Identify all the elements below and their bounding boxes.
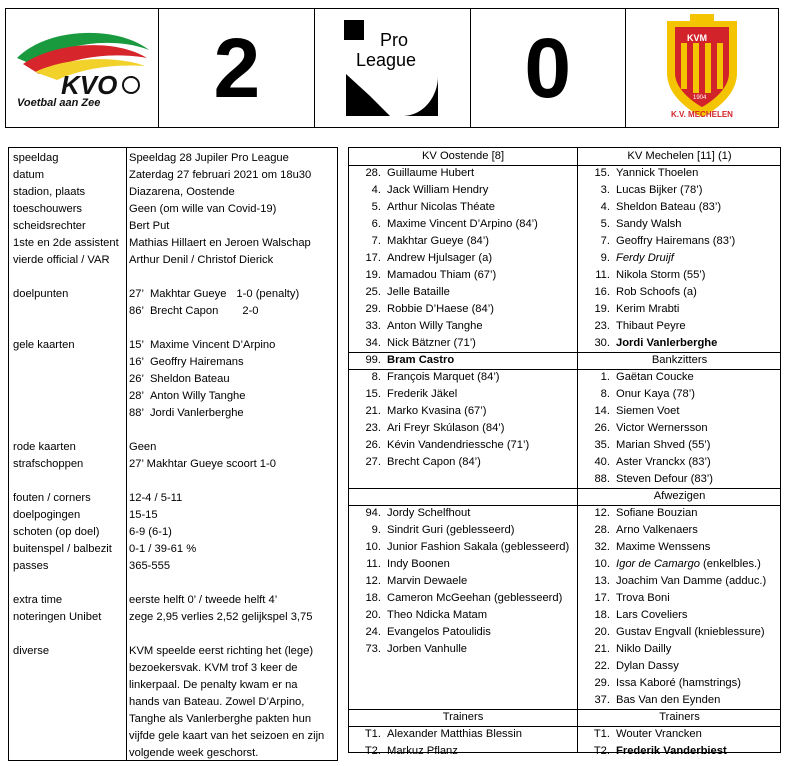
- player-name: Andrew Hjulsager (a): [387, 252, 493, 264]
- player-name: Victor Wernersson: [616, 422, 708, 434]
- section-header: Afwezigen: [653, 490, 706, 502]
- player-name: Anton Willy Tanghe: [387, 320, 483, 332]
- player-row: [355, 352, 454, 369]
- shirt-number: 12.: [365, 575, 381, 587]
- player-name: Alexander Matthias Blessin: [387, 728, 522, 740]
- away-score: 0: [471, 9, 626, 127]
- player-name: Evangelos Patoulidis: [387, 626, 491, 638]
- shirt-number: 23.: [594, 320, 610, 332]
- player-row: [584, 607, 688, 624]
- shirt-number: 20.: [365, 609, 381, 621]
- player-row: [584, 182, 702, 199]
- shirt-number: 13.: [594, 575, 610, 587]
- shirt-number: 8.: [600, 388, 610, 400]
- trainer-row: [584, 743, 727, 760]
- shirt-number: T1.: [593, 728, 610, 740]
- player-row: [355, 403, 486, 420]
- shirt-number: 26.: [365, 439, 381, 451]
- shirt-number: 19.: [365, 269, 381, 281]
- player-name: Frederik Jäkel: [387, 388, 458, 400]
- player-row: [584, 335, 717, 352]
- player-row: [355, 318, 483, 335]
- player-row: [355, 420, 505, 437]
- shirt-number: 29.: [365, 303, 381, 315]
- shirt-number: 15.: [365, 388, 381, 400]
- player-name: Frederik Vanderbiest: [616, 745, 727, 757]
- player-name: Joachim Van Damme (adduc.): [616, 575, 767, 587]
- shirt-number: 88.: [594, 473, 610, 485]
- kvm-logo-icon: [657, 13, 747, 123]
- player-name: Robbie D’Haese (84’): [387, 303, 494, 315]
- shirt-number: 22.: [594, 660, 610, 672]
- player-name: Trova Boni: [616, 592, 670, 604]
- player-name: Lars Coveliers: [616, 609, 688, 621]
- player-name: Jelle Bataille: [387, 286, 450, 298]
- away-logo: [626, 9, 778, 127]
- player-name: Markuz Pflanz: [387, 745, 458, 757]
- section-header: Trainers: [442, 711, 484, 723]
- player-row: [355, 624, 491, 641]
- shirt-number: 4.: [371, 184, 381, 196]
- shirt-number: 26.: [594, 422, 610, 434]
- kvo-logo-icon: [9, 28, 155, 108]
- player-row: [355, 199, 495, 216]
- player-name: Igor de Camargo (enkelbles.): [616, 558, 761, 570]
- player-name: Sindrit Guri (geblesseerd): [387, 524, 515, 536]
- player-name: Marko Kvasina (67’): [387, 405, 487, 417]
- player-name: Gaëtan Coucke: [616, 371, 694, 383]
- shirt-number: 6.: [371, 218, 381, 230]
- player-row: [355, 165, 474, 182]
- shirt-number: 12.: [594, 507, 610, 519]
- shirt-number: 35.: [594, 439, 610, 451]
- shirt-number: 17.: [594, 592, 610, 604]
- player-row: [355, 369, 500, 386]
- shirt-number: 10.: [594, 558, 610, 570]
- player-name: Jack William Hendry: [387, 184, 489, 196]
- shirt-number: 28.: [365, 167, 381, 179]
- player-row: [355, 454, 481, 471]
- player-name: Ari Freyr Skúlason (84’): [387, 422, 505, 434]
- shirt-number: T1.: [364, 728, 381, 740]
- shirt-number: 1.: [600, 371, 610, 383]
- shirt-number: 19.: [594, 303, 610, 315]
- shirt-number: 7.: [371, 235, 381, 247]
- player-row: [584, 692, 720, 709]
- player-name: Bram Castro: [387, 354, 455, 366]
- player-row: [584, 369, 694, 386]
- player-row: [355, 301, 494, 318]
- shirt-number: 9.: [600, 252, 610, 264]
- player-name: Kévin Vandendriessche (71’): [387, 439, 530, 451]
- player-name: Sandy Walsh: [616, 218, 682, 230]
- shirt-number: 17.: [365, 252, 381, 264]
- player-name: Brecht Capon (84’): [387, 456, 481, 468]
- player-name: Maxime Vincent D’Arpino (84’): [387, 218, 538, 230]
- trainer-row: [355, 726, 522, 743]
- section-header: Trainers: [659, 711, 700, 723]
- player-name: Dylan Dassy: [616, 660, 679, 672]
- trainer-row: [584, 726, 702, 743]
- player-name: Arno Valkenaers: [616, 524, 698, 536]
- shirt-number: 33.: [365, 320, 381, 332]
- player-name: Arthur Nicolas Théate: [387, 201, 495, 213]
- shirt-number: 94.: [365, 507, 381, 519]
- shirt-number: 7.: [600, 235, 610, 247]
- shirt-number: 24.: [365, 626, 381, 638]
- shirt-number: 18.: [594, 609, 610, 621]
- player-name: Nick Bätzner (71’): [387, 337, 476, 349]
- player-row: [584, 250, 674, 267]
- player-name: Cameron McGeehan (geblesseerd): [387, 592, 563, 604]
- player-row: [584, 403, 679, 420]
- player-name: Geoffry Hairemans (83’): [616, 235, 736, 247]
- shirt-number: T2.: [364, 745, 381, 757]
- shirt-number: 11.: [595, 269, 610, 281]
- player-row: [355, 539, 569, 556]
- lineup-table: [348, 147, 781, 757]
- shirt-number: 23.: [365, 422, 381, 434]
- player-row: [584, 624, 765, 641]
- player-name: Steven Defour (83’): [616, 473, 714, 485]
- shirt-number: 20.: [594, 626, 610, 638]
- player-row: [584, 658, 679, 675]
- shirt-number: 8.: [371, 371, 381, 383]
- player-row: [584, 318, 686, 335]
- player-name: Thibaut Peyre: [616, 320, 686, 332]
- player-name: Marian Shved (55’): [616, 439, 711, 451]
- player-name: Kerim Mrabti: [616, 303, 680, 315]
- player-name: Maxime Wenssens: [616, 541, 711, 553]
- player-row: [584, 556, 761, 573]
- section-header: KV Oostende [8]: [421, 150, 505, 162]
- player-row: [584, 641, 671, 658]
- player-name: Niklo Dailly: [616, 643, 672, 655]
- player-name: François Marquet (84’): [387, 371, 500, 383]
- player-name: Makhtar Gueye (84’): [387, 235, 489, 247]
- shirt-number: 30.: [594, 337, 610, 349]
- player-name: Theo Ndicka Matam: [387, 609, 488, 621]
- player-name: Siemen Voet: [616, 405, 680, 417]
- player-row: [584, 233, 735, 250]
- shirt-number: 21.: [594, 643, 610, 655]
- player-name: Ferdy Druijf: [616, 252, 674, 264]
- player-row: [584, 267, 706, 284]
- shirt-number: 9.: [371, 524, 381, 536]
- shirt-number: 11.: [366, 558, 381, 570]
- svg-text:Pro: Pro: [380, 30, 409, 50]
- shirt-number: 21.: [365, 405, 381, 417]
- shirt-number: 14.: [594, 405, 610, 417]
- player-row: [355, 505, 470, 522]
- svg-text:League: League: [356, 50, 417, 70]
- svg-text:K.V. MECHELEN: K.V. MECHELEN: [670, 110, 733, 119]
- shirt-number: 99.: [365, 354, 381, 366]
- player-row: [584, 165, 698, 182]
- player-row: [584, 199, 721, 216]
- player-row: [355, 522, 514, 539]
- player-name: Jorben Vanhulle: [387, 643, 468, 655]
- shirt-number: 32.: [594, 541, 610, 553]
- player-name: Gustav Engvall (knieblessure): [616, 626, 765, 638]
- player-name: Rob Schoofs (a): [616, 286, 697, 298]
- player-row: [584, 505, 697, 522]
- shirt-number: 25.: [365, 286, 381, 298]
- svg-text:KVO: KVO: [61, 70, 118, 100]
- shirt-number: 5.: [600, 218, 610, 230]
- player-row: [355, 590, 562, 607]
- player-row: [355, 267, 496, 284]
- player-row: [584, 454, 711, 471]
- player-name: Sofiane Bouzian: [616, 507, 698, 519]
- pro-league-icon: [340, 16, 444, 120]
- player-row: [584, 420, 708, 437]
- player-name: Sheldon Bateau (83’): [616, 201, 722, 213]
- player-row: [355, 437, 529, 454]
- player-name: Indy Boonen: [387, 558, 450, 570]
- player-name: Nikola Storm (55’): [616, 269, 706, 281]
- player-row: [355, 641, 467, 658]
- player-row: [584, 284, 697, 301]
- player-row: [355, 573, 467, 590]
- shirt-number: 5.: [371, 201, 381, 213]
- svg-text:Voetbal aan Zee: Voetbal aan Zee: [17, 97, 101, 108]
- svg-text:1904: 1904: [692, 95, 707, 101]
- column-divider: [126, 148, 127, 760]
- player-row: [584, 539, 710, 556]
- player-name: Yannick Thoelen: [616, 167, 699, 179]
- shirt-number: 37.: [594, 694, 610, 706]
- player-name: Jordi Vanlerberghe: [616, 337, 718, 349]
- player-row: [355, 182, 488, 199]
- player-name: Wouter Vrancken: [616, 728, 702, 740]
- match-info-table: speeldag Speeldag 28 Jupiler Pro League datum Zaterdag 27 februari 2021 om 18u30 stadion, plaats Diazarena, Oostende toeschouwers Geen (om wille van Covid-19) scheidsrechter Bert Put 1ste en 2de assistent Mathias Hillaert en Jeroen Walschap vierde official / VAR Arthur Denil / Christof Dierick doelpunten 27’ Makhtar Gueye 1-0 (penalty) 86’ Brecht Capon 2-0 gele kaarten 15’ Maxime Vincent D’Arpino 16’ Geoffry Hairemans 26’ Sheldon Bateau 28’ Anton Willy Tanghe 88’ Jordi Vanlerberghe rode kaarten Geen strafschoppen 27’ Makhtar Gueye scoort 1-0 fouten / corners 12-4 / 5-11 doelpogingen 15-15 schoten (op doel) 6-9 (6-1) buitenspel / balbezit 0-1 / 39-61 % passes 365-555 extra time eerste helft 0’ / tweede helft 4’ noteringen Unibet zege 2,95 verlies 2,52 gelijkspel 3,75 diverse KVM speelde eerst richting het (lege) bezoekersvak. KVM trof 3 keer de linkerpaal. De penalty kwam er na hands van Bateau. Zowel D’Arpino, Tanghe als Vanlerberghe pakten hun vijfde gele kaart van het seizoen en zijn volgende week geschorst.: [8, 147, 338, 761]
- player-row: [584, 437, 711, 454]
- player-row: [584, 471, 713, 488]
- player-row: [355, 250, 492, 267]
- column-divider: [577, 148, 578, 752]
- svg-text:KVM: KVM: [686, 33, 707, 43]
- home-score: 2: [159, 9, 315, 127]
- match-header: [5, 8, 779, 128]
- player-row: [355, 233, 489, 250]
- shirt-number: 73.: [365, 643, 381, 655]
- player-row: [584, 522, 698, 539]
- shirt-number: T2.: [593, 745, 610, 757]
- player-name: Lucas Bijker (78’): [616, 184, 703, 196]
- player-name: Jordy Schelfhout: [387, 507, 471, 519]
- player-row: [584, 675, 741, 692]
- player-row: [355, 335, 476, 352]
- player-row: [355, 284, 450, 301]
- player-name: Onur Kaya (78’): [616, 388, 695, 400]
- player-name: Mamadou Thiam (67’): [387, 269, 497, 281]
- player-row: [584, 301, 679, 318]
- shirt-number: 18.: [365, 592, 381, 604]
- shirt-number: 27.: [365, 456, 381, 468]
- shirt-number: 34.: [365, 337, 381, 349]
- player-row: [584, 386, 695, 403]
- player-row: [355, 386, 457, 403]
- player-name: Guillaume Hubert: [387, 167, 475, 179]
- home-logo: [6, 9, 159, 127]
- shirt-number: 15.: [594, 167, 610, 179]
- section-header: Bankzitters: [651, 354, 708, 366]
- player-name: Bas Van den Eynden: [616, 694, 721, 706]
- player-name: Junior Fashion Sakala (geblesseerd): [387, 541, 570, 553]
- section-header: KV Mechelen [11] (1): [627, 150, 732, 162]
- player-name: Issa Kaboré (hamstrings): [616, 677, 741, 689]
- trainer-row: [355, 743, 458, 760]
- player-row: [584, 216, 682, 233]
- player-name: Aster Vranckx (83’): [616, 456, 711, 468]
- shirt-number: 3.: [600, 184, 610, 196]
- player-name: Marvin Dewaele: [387, 575, 468, 587]
- shirt-number: 40.: [594, 456, 610, 468]
- pro-league-logo: [315, 9, 470, 127]
- shirt-number: 16.: [594, 286, 610, 298]
- player-row: [355, 216, 538, 233]
- player-row: [355, 556, 450, 573]
- player-row: [584, 590, 670, 607]
- player-row: [355, 607, 487, 624]
- shirt-number: 29.: [594, 677, 610, 689]
- shirt-number: 28.: [594, 524, 610, 536]
- player-row: [584, 573, 766, 590]
- shirt-number: 4.: [600, 201, 610, 213]
- shirt-number: 10.: [365, 541, 381, 553]
